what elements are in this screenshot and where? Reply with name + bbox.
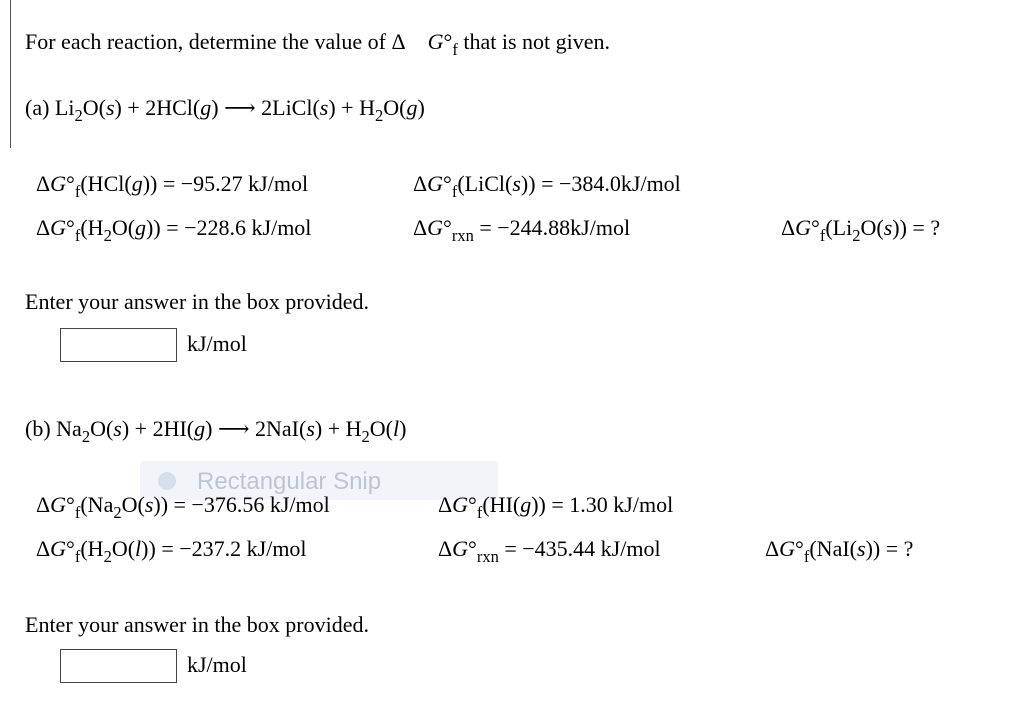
answer-input-a[interactable] bbox=[60, 328, 177, 362]
reaction-arrow: ⟶ bbox=[224, 95, 256, 120]
left-border bbox=[10, 0, 11, 148]
given-b-rxn: $\Delta G^\circ_{rxn} = -435.44$ kJ/mol bbox=[438, 536, 661, 566]
reaction-b: (b) $Na_2O(s) + 2HI(g)$ ⟶ $2NaI(s) + H_2O(l)$ bbox=[25, 416, 407, 446]
given-a-1: $\Delta G^\circ_f(HCl(g)) = -95.27$ kJ/mol bbox=[36, 171, 309, 201]
unit-b: kJ/mol bbox=[187, 652, 247, 677]
unknown-b: $\Delta G^\circ_f(NaI(s))$ = ? bbox=[765, 536, 914, 566]
unit-a: kJ/mol bbox=[187, 331, 247, 356]
reaction-a: (a) $Li_2O(s) + 2HCl(g)$ ⟶ 2LiCl(s) + $H_2O(g)$ bbox=[25, 95, 425, 125]
given-b-2: $\Delta G^\circ_f(HI(g)) = 1.30$ kJ/mol bbox=[438, 492, 674, 522]
snip-watermark-label: Rectangular Snip bbox=[197, 468, 382, 495]
given-a-2: $\Delta G^\circ_f(LiCl(s)) = -384.0kJ/mol$ bbox=[413, 171, 681, 201]
unknown-a: $\Delta G^\circ_f(Li_2O(s))$ = ? bbox=[781, 215, 941, 245]
record-dot-icon bbox=[158, 472, 176, 490]
given-a-3: $\Delta G^\circ_f(H_2O(g)) = -228.6$ kJ/mol bbox=[36, 215, 312, 245]
reaction-arrow: ⟶ bbox=[217, 416, 250, 441]
instructions: For each reaction, determine the value of Δ $G^\circ_f$ that is not given. bbox=[25, 29, 611, 59]
given-a-rxn: $\Delta G^\circ_{rxn} = -244.88kJ/mol$ bbox=[413, 215, 631, 245]
prompt-b: Enter your answer in the box provided. bbox=[25, 612, 369, 637]
prompt-a: Enter your answer in the box provided. bbox=[25, 289, 369, 314]
given-b-1: $\Delta G^\circ_f(Na_2O(s)) = -376.56$ kJ/mol bbox=[36, 492, 330, 522]
given-b-3: $\Delta G^\circ_f(H_2O(l)) = -237.2$ kJ/mol bbox=[36, 536, 307, 566]
answer-input-b[interactable] bbox=[60, 649, 177, 683]
